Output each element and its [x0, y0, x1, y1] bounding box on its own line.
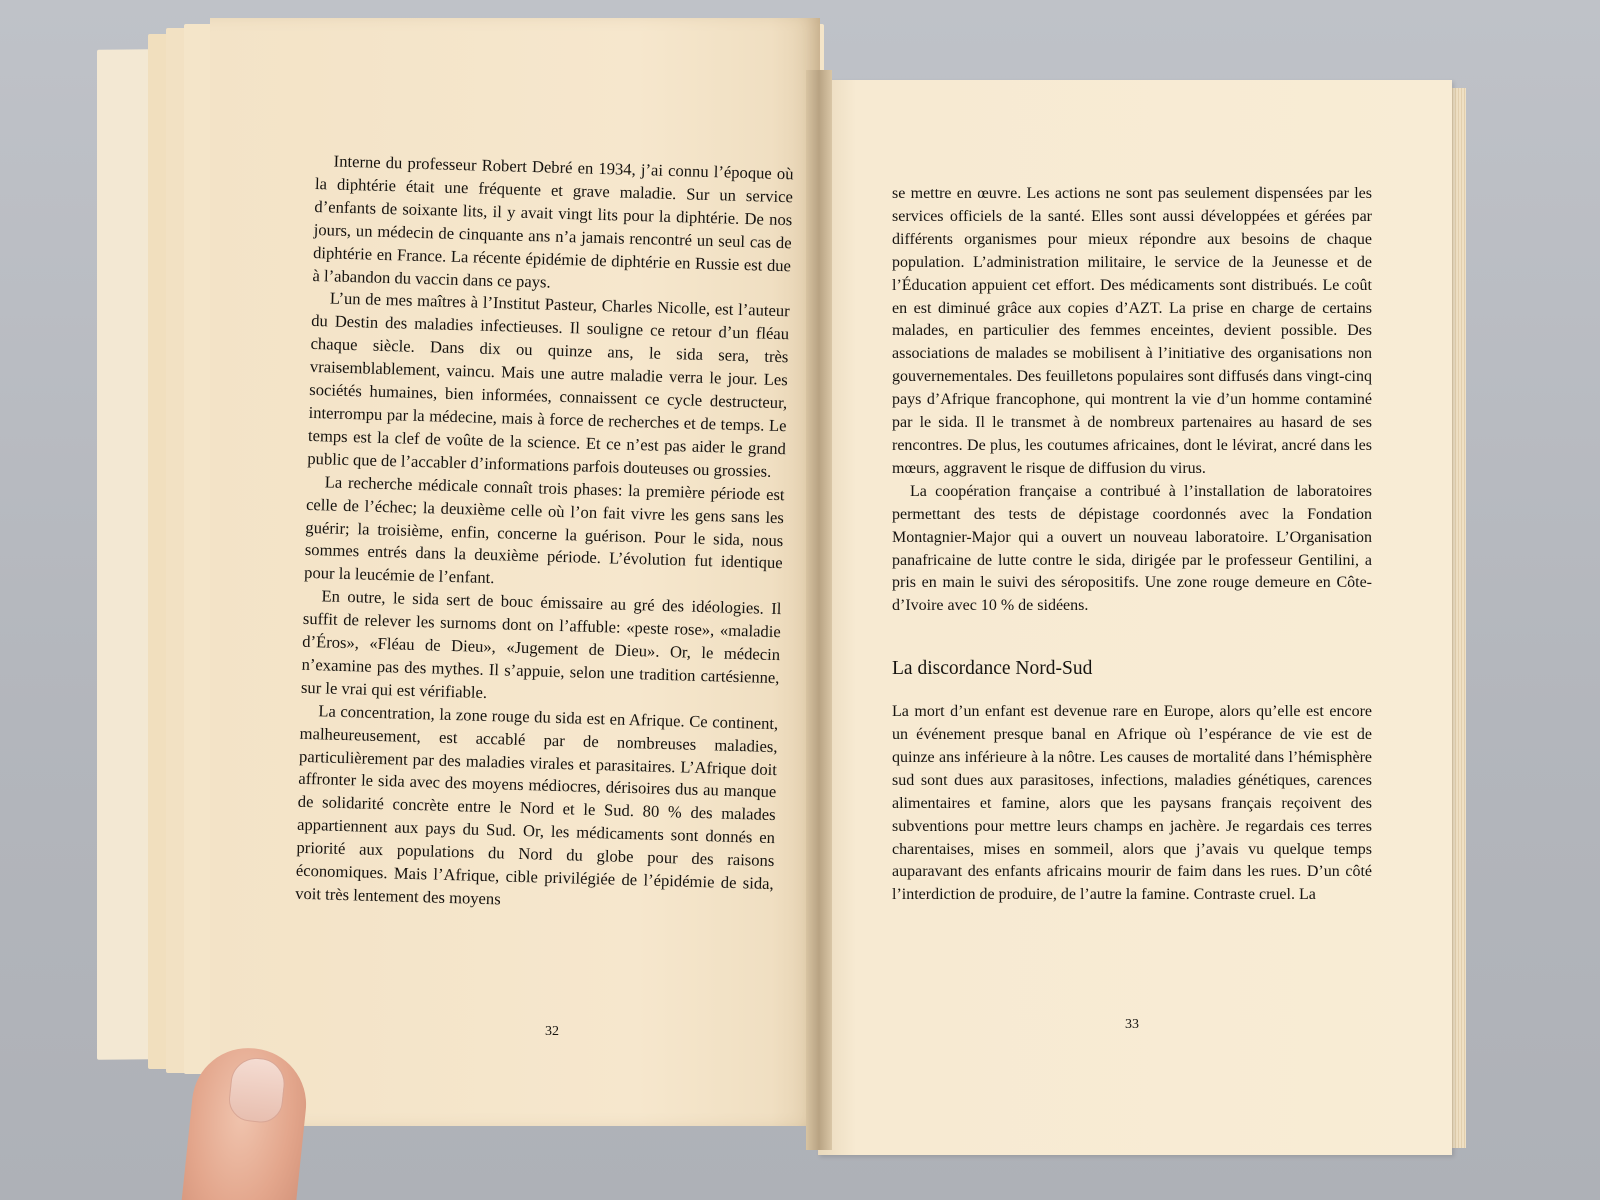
right-page-edges: [1450, 88, 1466, 1148]
right-page-number: 33: [1125, 1017, 1139, 1032]
right-paragraph-3: La mort d’un enfant est devenue rare en Europe, alors qu’elle est encore un événement presque banal en Afrique où l’espérance de vie est de quinze ans inférieure à la nôtre. Les causes de mortalité dans l’hémisphère sud sont dues aux parasitoses, infections, maladies génétiques, carences alimentaires et famine, alors que les paysans français reçoivent des subventions pour mettre leurs champs en jachère. Je regardais ces terres charentaises, mises en sommeil, alors que j’avais vu quelque temps auparavant des enfants africains mourir de faim dans les rues. D’un côté l’interdiction de produire, de l’autre la famine. Contraste cruel. La: [892, 703, 1372, 904]
right-paragraph-1: se mettre en œuvre. Les actions ne sont pas seulement dispensées par les services officiels de la santé. Elles sont aussi développées et gérées par différents organismes pour mieux répondre aux besoins de chaque population. L’administration militaire, le service de la Jeunesse et de l’Éducation appuient cet effort. Des médicaments sont distribués. Le coût en est diminué grâce aux copies d’AZT. La prise en charge de certains malades, en particulier des femmes enceintes, devient possible. Des associations de malades se mobilisent à l’initiative des organisations non gouvernementales. Des feuilletons populaires sont diffusés dans vingt-cinq pays d’Afrique francophone, qui montrent la vie d’un homme contaminé par le sida. Il le transmet à de nombreux partenaires au hasard de ses rencontres. De plus, les coutumes africaines, dont le lévirat, ancré dans les mœurs, aggravent le risque de diffusion du virus.: [892, 185, 1372, 477]
left-paragraph-5: La concentration, la zone rouge du sida est en Afrique. Ce continent, malheureusement, est accablé par de nombreuses maladies, particulièrement par des maladies virales et parasitaires. L’Afrique doit affronter le sida avec des moyens médiocres, dérisoires dus au manque de solidarité concrète entre le Nord et le Sud. 80 % des malades appartiennent aux pays du Sud. Or, les médicaments sont donnés en priorité aux populations du Nord du globe pour des raisons économiques. Mais l’Afrique, cible privilégiée de l’épidémie de sida, voit très lentement des moyens: [294, 701, 779, 909]
left-paragraph-2: L’un de mes maîtres à l’Institut Pasteur, Charles Nicolle, est l’auteur du Destin des maladies infectieuses. Il souligne ce retour d’un fléau chaque siècle. Dans dix ou quinze ans, le sida sera, très vraisemblablement, vaincu. Mais une autre maladie verra le jour. Les sociétés humaines, bien informées, connaissent ce cycle destructeur, interrompu par la médecine, mais à force de recherches et de temps. Le temps est la clef de voûte de la science. Et ce n’est pas aider le grand public que de l’accabler d’informations parfois douteuses ou grossies.: [307, 288, 790, 481]
right-paragraph-2: La coopération française a contribué à l’installation de laboratoires permettant des tests de dépistage coordonnés avec la Fondation Montagnier-Major qui a ouvert un nouveau laboratoire. L’Organisation panafricaine de lutte contre le sida, dirigée par le professeur Gentilini, a pris en main le suivi des séropositifs. Une zone rouge demeure en Côte-d’Ivoire avec 10 % de sidéens.: [892, 482, 1372, 615]
left-paragraph-1: Interne du professeur Robert Debré en 1934, j’ai connu l’époque où la diphtérie était une fréquente et grave maladie. Sur un service d’enfants de soixante lits, il y avait vingt lits pour la diphtérie. De nos jours, un médecin de cinquante ans n’a jamais rencontré un seul cas de diphtérie en France. La récente épidémie de diphtérie en Russie est due à l’abandon du vaccin dans ce pays.: [312, 151, 794, 292]
left-paragraph-3: La recherche médicale connaît trois phases: la première période est celle de l’échec; la deuxième celle où l’on fait vivre les gens sans les guérir; la troisième, enfin, concerne la guérison. Pour le sida, nous sommes entrés dans la deuxième période. L’évolution fut identique pour la leucémie de l’enfant.: [303, 472, 785, 588]
section-heading: La discordance Nord-Sud: [892, 658, 1093, 680]
left-page-text: [295, 150, 794, 919]
left-paragraph-4: En outre, le sida sert de bouc émissaire au gré des idéologies. Il suffit de relever les surnoms dont on l’affuble: «peste rose», «maladie d’Éros», «Fléau de Dieu», «Jugement de Dieu». Or, le médecin n’examine pas des mythes. Il s’appuie, selon une tradition cartésienne, sur le vrai qui est vérifiable.: [300, 586, 782, 702]
right-page-text: [892, 183, 1372, 907]
book-gutter: [806, 70, 832, 1150]
left-page-number: 32: [545, 1024, 559, 1039]
